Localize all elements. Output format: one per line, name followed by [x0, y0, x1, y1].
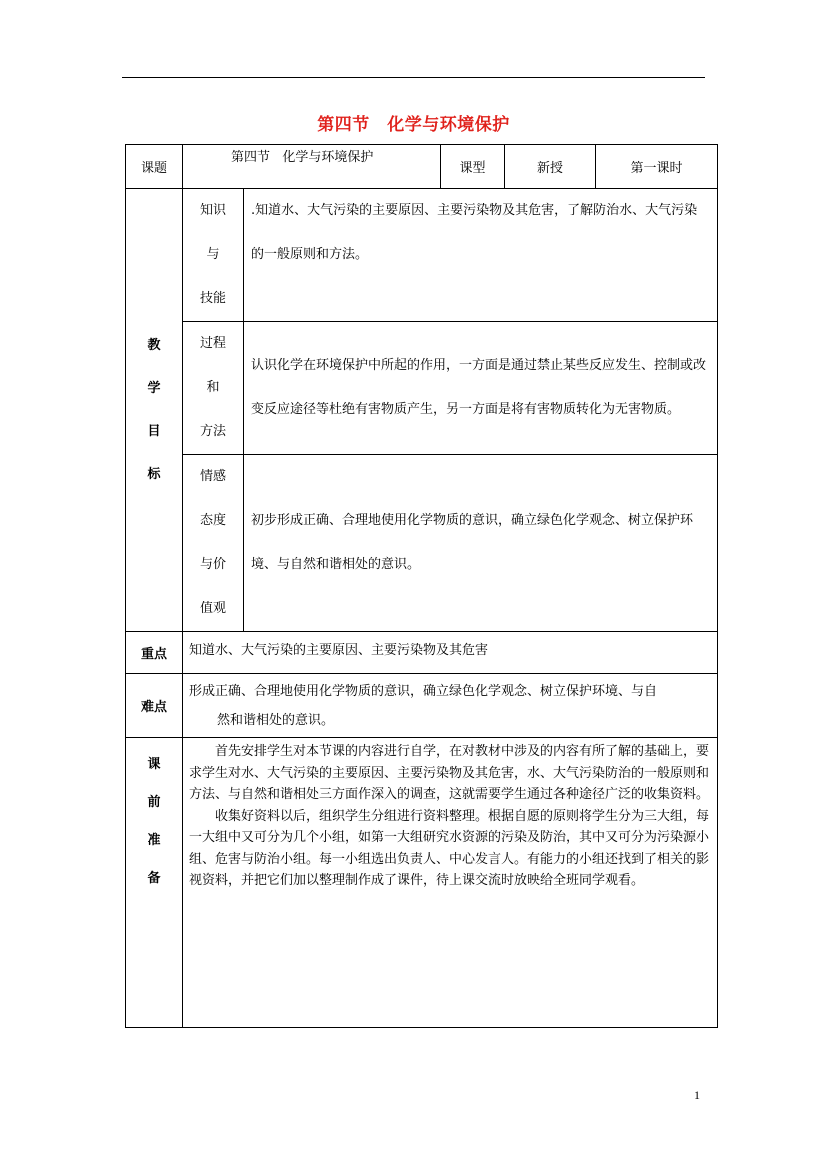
objectives-label-char: 教	[147, 338, 161, 353]
header-rule	[122, 77, 705, 78]
preparation-paragraph: 收集好资料以后，组织学生分组进行资料整理。根据自愿的原则将学生分为三大组，每一大组中又可分为几个小组，如第一大组研究水资源的污染及防治，其中又可分为污染源小组、危害与防治小组。每一小组选出负责人、中心发言人。有能力的小组还找到了相关的影视资料，并把它们加以整理制作成了课件，待上课交流时放映给全班同学观看。	[189, 808, 710, 888]
topic-value-cell	[183, 145, 441, 189]
key-points-text: 知道水、大气污染的主要原因、主要污染物及其危害	[183, 632, 718, 674]
preparation-text	[183, 738, 718, 1028]
preparation-label-char: 课	[147, 757, 161, 772]
knowledge-label-line: 与	[206, 247, 220, 262]
process-label-line: 方法	[199, 424, 226, 439]
header-row	[126, 145, 718, 189]
objective-emotion-row	[126, 455, 718, 632]
lesson-plan-table	[125, 144, 718, 1028]
difficulties-line: 形成正确、合理地使用化学物质的意识，确立绿色化学观念、树立保护环境、与自	[189, 683, 658, 699]
process-label-line: 和	[206, 380, 220, 395]
emotion-label-line: 值观	[199, 601, 226, 616]
preparation-label-char: 前	[147, 795, 161, 810]
emotion-label	[183, 455, 244, 632]
objective-knowledge-row	[126, 189, 718, 322]
page-number: 1	[694, 1088, 700, 1102]
topic-label: 课题	[126, 145, 183, 189]
key-points-label: 重点	[126, 632, 183, 674]
preparation-label	[126, 738, 183, 1028]
difficulties-label: 难点	[126, 674, 183, 738]
emotion-label-line: 态度	[199, 513, 226, 528]
type-label: 课型	[441, 145, 505, 189]
difficulties-row	[126, 674, 718, 738]
preparation-label-char: 准	[147, 833, 161, 848]
topic-value: 第四节 化学与环境保护	[231, 150, 374, 165]
knowledge-label	[183, 189, 244, 322]
knowledge-label-line: 技能	[199, 291, 226, 306]
emotion-text: 初步形成正确、合理地使用化学物质的意识，确立绿色化学观念、树立保护环境、与自然和谐相处的意识。	[244, 455, 718, 632]
difficulties-line: 然和谐相处的意识。	[217, 712, 335, 728]
period-value: 第一课时	[596, 145, 718, 189]
difficulties-text	[183, 674, 718, 738]
objective-process-row	[126, 322, 718, 455]
preparation-label-char: 备	[147, 871, 161, 886]
knowledge-label-line: 知识	[199, 203, 226, 218]
objectives-label	[126, 189, 183, 632]
emotion-label-line: 情感	[199, 469, 226, 484]
process-label-line: 过程	[199, 336, 226, 351]
objectives-label-char: 学	[147, 381, 161, 396]
knowledge-text: .知道水、大气污染的主要原因、主要污染物及其危害，了解防治水、大气污染的一般原则和方法。	[244, 189, 718, 322]
key-points-row	[126, 632, 718, 674]
emotion-label-line: 与价	[199, 557, 226, 572]
preparation-row	[126, 738, 718, 1028]
process-text: 认识化学在环境保护中所起的作用，一方面是通过禁止某些反应发生、控制或改变反应途径等杜绝有害物质产生，另一方面是将有害物质转化为无害物质。	[244, 322, 718, 455]
type-value: 新授	[505, 145, 596, 189]
process-label	[183, 322, 244, 455]
objectives-label-char: 目	[147, 424, 161, 439]
objectives-label-char: 标	[147, 467, 161, 482]
preparation-paragraph: 首先安排学生对本节课的内容进行自学，在对教材中涉及的内容有所了解的基础上，要求学生对水、大气污染的主要原因、主要污染物及其危害，水、大气污染防治的一般原则和方法、与自然和谐相处三方面作深入的调查，这就需要学生通过各种途径广泛的收集资料。	[189, 744, 710, 802]
page-title: 第四节 化学与环境保护	[317, 115, 510, 135]
